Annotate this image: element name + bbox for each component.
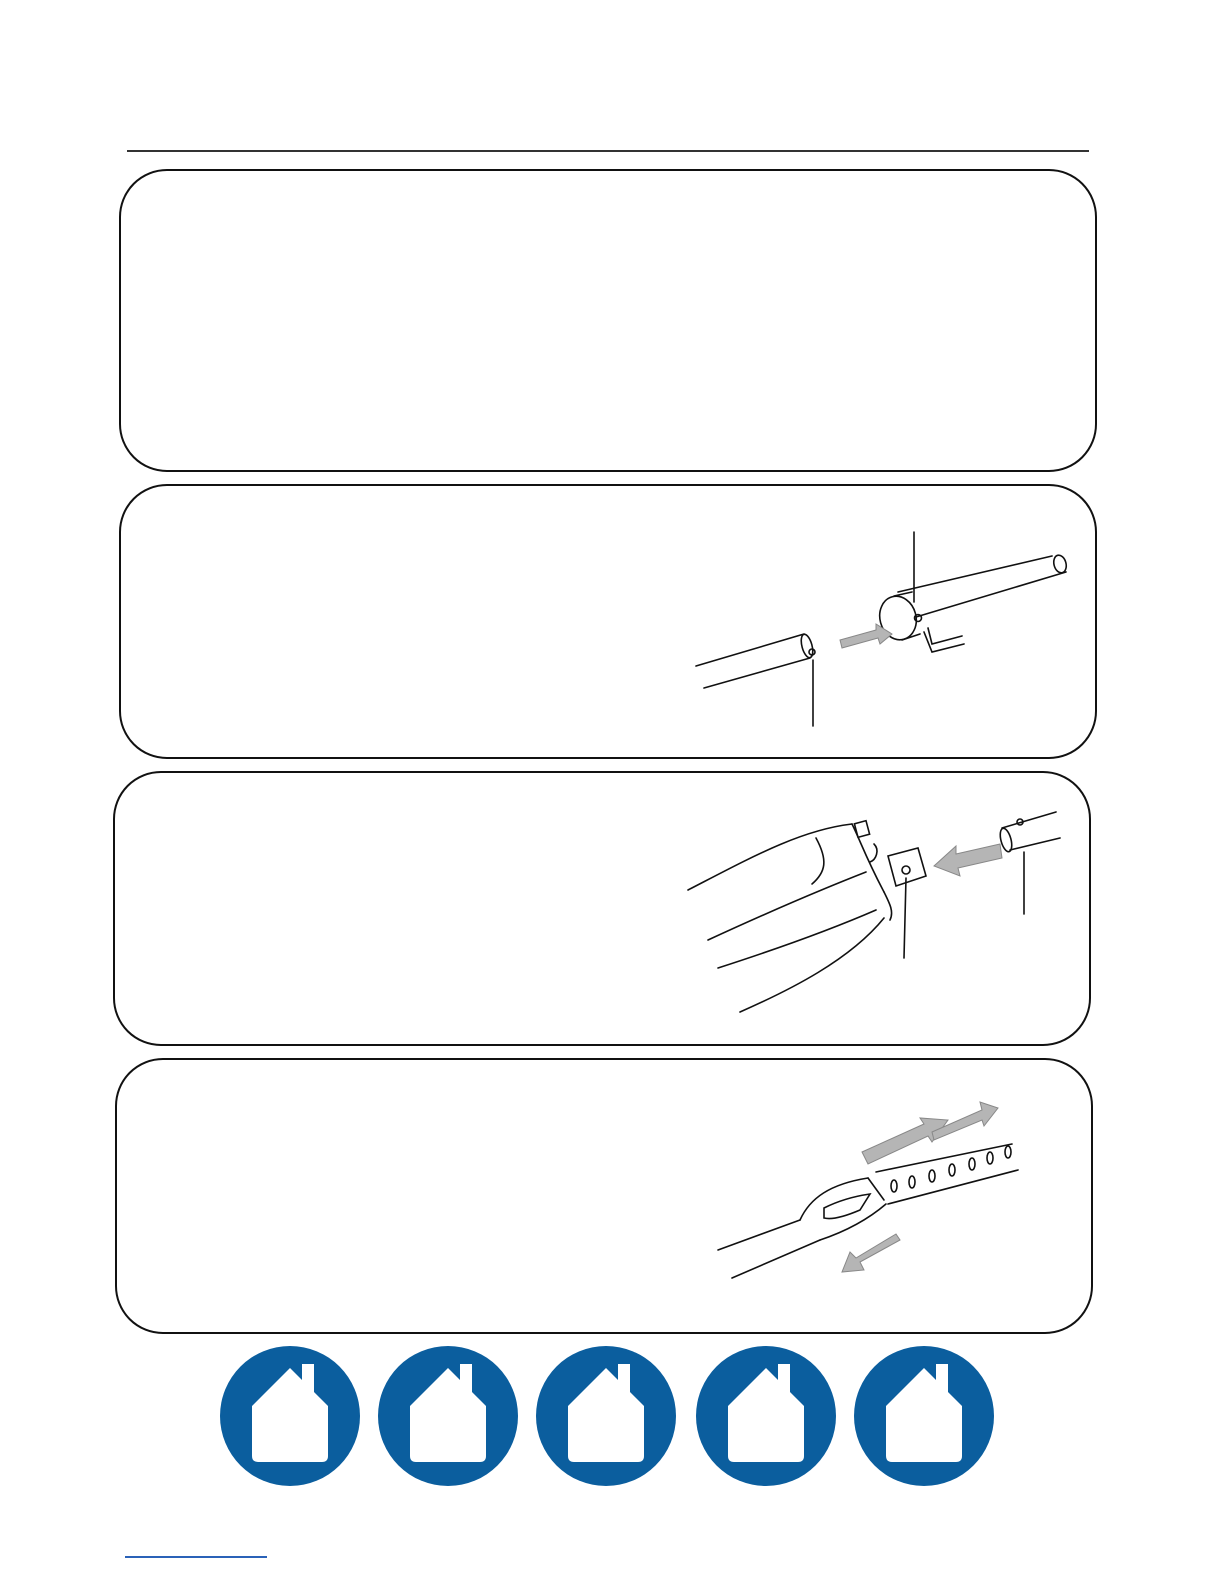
footer-link-underline[interactable] [125, 1556, 267, 1558]
wand-into-handle-illustration [680, 520, 1080, 740]
home-icon[interactable] [694, 1344, 838, 1488]
telescopic-wand-adjust-illustration [700, 1080, 1030, 1290]
nav-icon-row [218, 1344, 998, 1494]
header-rule [127, 150, 1089, 152]
wand-into-hose-handle-illustration [680, 800, 1080, 1020]
instruction-panel-1 [119, 169, 1097, 472]
home-icon[interactable] [376, 1344, 520, 1488]
home-icon[interactable] [852, 1344, 996, 1488]
home-icon[interactable] [534, 1344, 678, 1488]
home-icon[interactable] [218, 1344, 362, 1488]
